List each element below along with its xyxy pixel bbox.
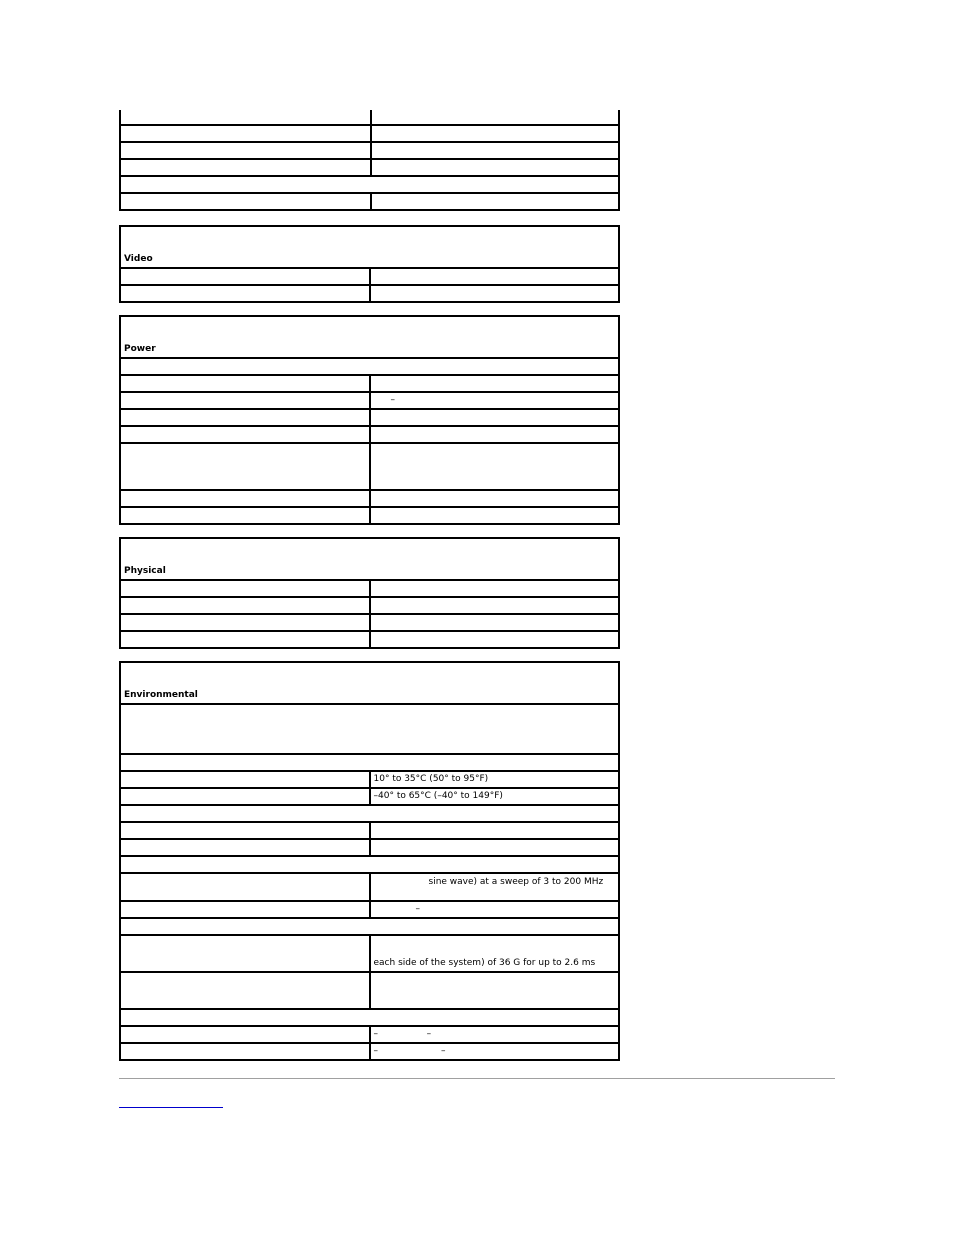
power-table (119, 315, 620, 525)
label-cell (120, 110, 371, 125)
value-cell (370, 268, 620, 285)
label-cell (120, 375, 370, 392)
value-cell: – (370, 392, 620, 409)
label-cell (120, 142, 371, 159)
section-row (120, 856, 619, 873)
value-cell (371, 159, 619, 176)
shock-operating-value: each side of the system) of 36 G for up to 2.6 ms (370, 935, 620, 972)
label-cell (120, 285, 370, 302)
value-cell (370, 285, 620, 302)
label-cell (120, 822, 370, 839)
value-cell (370, 597, 620, 614)
label-cell (120, 490, 370, 507)
label-cell (120, 935, 370, 972)
section-row (120, 754, 619, 771)
label-cell (120, 614, 370, 631)
label-cell (120, 873, 370, 901)
section-row (120, 176, 619, 193)
value-cell (370, 409, 620, 426)
label-cell (120, 1043, 370, 1060)
value-cell (370, 426, 620, 443)
label-cell (120, 901, 370, 918)
value-cell (370, 822, 620, 839)
value-cell (371, 142, 619, 159)
label-cell (120, 443, 370, 490)
section-row (120, 918, 619, 935)
label-cell (120, 580, 370, 597)
physical-table (119, 537, 620, 649)
label-cell (120, 1026, 370, 1043)
label-cell (120, 507, 370, 524)
video-table (119, 225, 620, 303)
label-cell (120, 771, 370, 788)
storage-temp-value: –40° to 65°C (–40° to 149°F) (370, 788, 620, 805)
section-row (120, 1009, 619, 1026)
label-cell (120, 788, 370, 805)
value-cell (370, 631, 620, 648)
value-cell (370, 972, 620, 1009)
value-cell (370, 839, 620, 856)
physical-heading: Physical (120, 538, 619, 580)
label-cell (120, 125, 371, 142)
value-cell (370, 490, 620, 507)
horizontal-rule (119, 1078, 835, 1079)
label-cell (120, 597, 370, 614)
label-cell (120, 159, 371, 176)
operating-temp-value: 10° to 35°C (50° to 95°F) (370, 771, 620, 788)
altitude-operating-value: – – (370, 1026, 620, 1043)
value-cell (371, 125, 619, 142)
power-heading: Power (120, 316, 619, 358)
value-cell (371, 110, 619, 125)
label-cell (120, 392, 370, 409)
value-cell (370, 580, 620, 597)
spec-table-continued (119, 110, 620, 211)
note-row (120, 704, 619, 754)
label-cell (120, 839, 370, 856)
value-cell (370, 507, 620, 524)
section-row (120, 358, 619, 375)
label-cell (120, 268, 370, 285)
label-cell (120, 426, 370, 443)
back-to-top-link[interactable] (119, 1095, 223, 1108)
vibration-storage-value: – (370, 901, 620, 918)
environmental-table (119, 661, 620, 1061)
label-cell (120, 409, 370, 426)
environmental-heading: Environmental (120, 662, 619, 704)
value-cell (370, 614, 620, 631)
video-heading: Video (120, 226, 619, 268)
section-row (120, 805, 619, 822)
value-cell (371, 193, 619, 210)
value-cell (370, 375, 620, 392)
vibration-operating-value: sine wave) at a sweep of 3 to 200 MHz (370, 873, 620, 901)
label-cell (120, 972, 370, 1009)
label-cell (120, 631, 370, 648)
value-cell (370, 443, 620, 490)
label-cell (120, 193, 371, 210)
altitude-storage-value: – – (370, 1043, 620, 1060)
